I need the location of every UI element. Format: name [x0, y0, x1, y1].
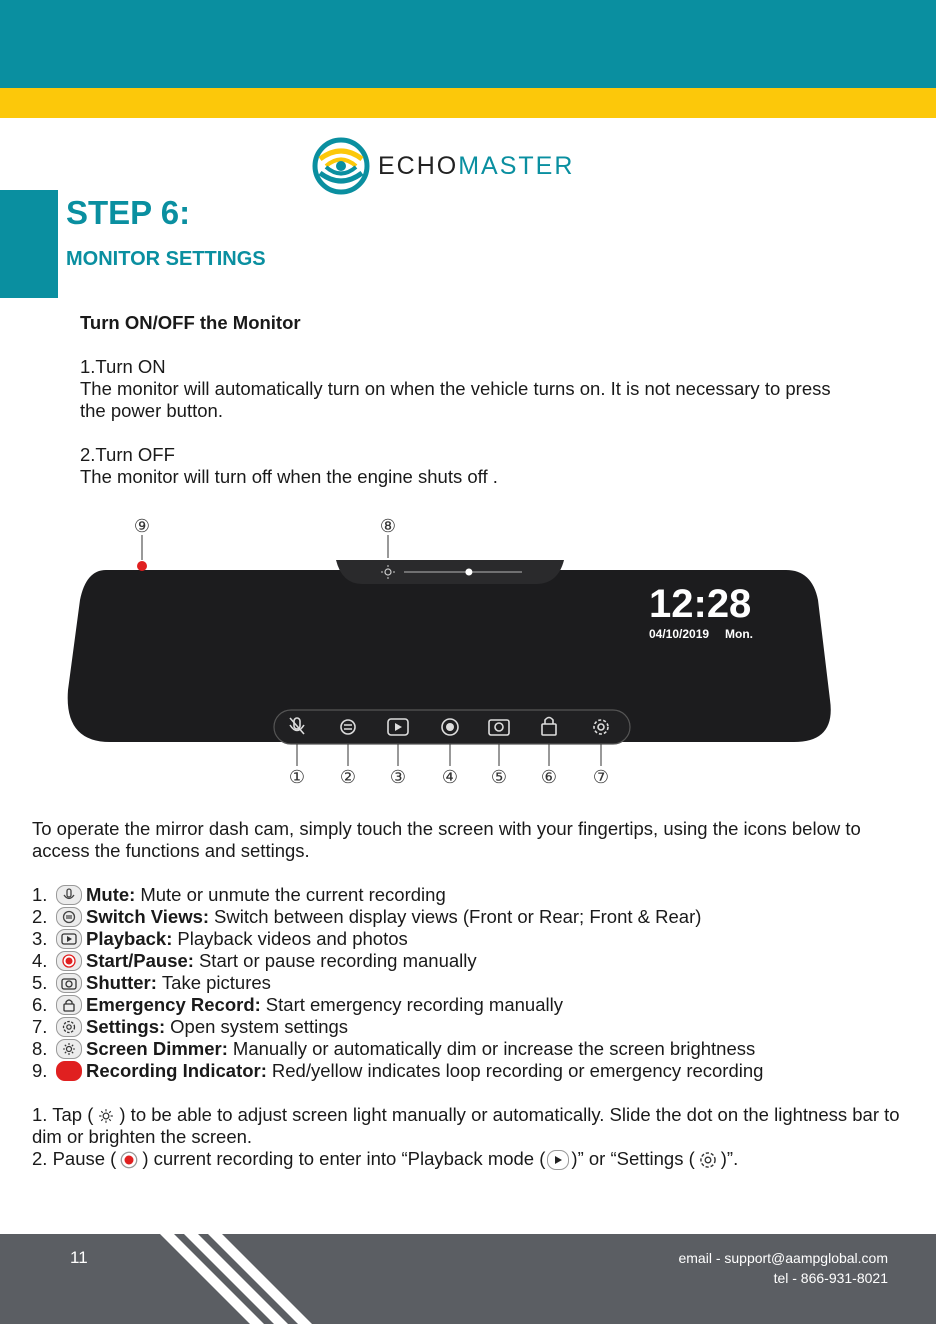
turn-on-body: The monitor will automatically turn on when the vehicle turns on. It is not necessary to press the power button. — [80, 378, 831, 421]
turn-on-off-section — [80, 312, 840, 488]
mirror-dashcam-illustration — [66, 510, 836, 800]
mute-icon — [56, 885, 82, 905]
recording-indicator-dot — [137, 561, 147, 571]
turn-off-body: The monitor will turn off when the engine shuts off . — [80, 466, 498, 487]
settings-icon — [697, 1150, 719, 1170]
header-teal-bar — [0, 0, 936, 88]
callout-7: ⑦ — [592, 767, 610, 788]
functions-list — [32, 884, 912, 1082]
header-yellow-bar — [0, 88, 936, 118]
step-title: STEP 6: — [66, 194, 191, 231]
list-item: 1. Mute: Mute or unmute the current recording — [32, 884, 446, 905]
echomaster-logo-mark — [312, 137, 370, 195]
page-number: 11 — [70, 1248, 88, 1267]
record-icon — [118, 1150, 140, 1170]
callout-8: ⑧ — [379, 516, 397, 537]
turn-off-title: 2.Turn OFF — [80, 444, 175, 465]
functions-intro: To operate the mirror dash cam, simply touch the screen with your fingertips, using the icons below to access the functions and settings. — [32, 818, 861, 861]
settings-icon — [56, 1017, 82, 1037]
list-item: 6. Emergency Record: Start emergency recording manually — [32, 994, 563, 1015]
logo-echo-text: ECHO — [378, 151, 459, 180]
list-item: 9. Recording Indicator: Red/yellow indicates loop recording or emergency recording — [32, 1060, 764, 1081]
contact-info — [678, 1248, 888, 1288]
functions-section — [32, 818, 912, 1170]
callout-2: ② — [339, 767, 357, 788]
step-subtitle: MONITOR SETTINGS — [66, 248, 266, 270]
list-item: 7. Settings: Open system settings — [32, 1016, 349, 1037]
note-2: 2. Pause ( ) current recording to enter into “Playback mode ( )” or “Settings ( )”. — [32, 1148, 739, 1170]
clock-time: 12:28 — [649, 582, 752, 626]
turn-on-title: 1.Turn ON — [80, 356, 166, 377]
side-tab — [0, 190, 58, 298]
playback-icon — [56, 929, 82, 949]
recording-indicator-icon — [56, 1061, 82, 1081]
callout-6: ⑥ — [540, 767, 558, 788]
brightness-icon — [56, 1039, 82, 1059]
callout-4: ④ — [441, 767, 459, 788]
lock-icon — [56, 995, 82, 1015]
footer — [0, 1234, 936, 1324]
list-item: 2. Switch Views: Switch between display views (Front or Rear; Front & Rear) — [32, 906, 702, 927]
list-item: 8. Screen Dimmer: Manually or automatically dim or increase the screen brightness — [32, 1038, 756, 1059]
brightness-icon — [95, 1106, 117, 1126]
footer-stripes — [160, 1234, 350, 1324]
callout-1: ① — [288, 767, 306, 788]
list-item: 4. Start/Pause: Start or pause recording manually — [32, 950, 477, 971]
record-icon — [56, 951, 82, 971]
echomaster-logo — [312, 136, 574, 196]
notes — [32, 1104, 912, 1170]
clock-day: Mon. — [725, 627, 753, 641]
playback-icon — [547, 1150, 569, 1170]
contact-email: email - support@aampglobal.com — [678, 1250, 888, 1266]
callout-9: ⑨ — [133, 516, 151, 537]
logo-master-text: MASTER — [458, 151, 575, 180]
note-1: 1. Tap ( ) to be able to adjust screen light manually or automatically. Slide the dot on the lightness bar to dim or brighten the screen. — [32, 1104, 900, 1148]
list-item: 3. Playback: Playback videos and photos — [32, 928, 408, 949]
camera-icon — [56, 973, 82, 993]
clock-date: 04/10/2019 — [649, 627, 710, 641]
brightness-slider-dot — [465, 569, 472, 576]
callout-3: ③ — [389, 767, 407, 788]
turn-section-heading: Turn ON/OFF the Monitor — [80, 312, 301, 333]
callout-5: ⑤ — [490, 767, 508, 788]
logo-wordmark — [378, 152, 574, 181]
switch-views-icon — [56, 907, 82, 927]
list-item: 5. Shutter: Take pictures — [32, 972, 271, 993]
contact-tel: tel - 866-931-8021 — [773, 1270, 888, 1286]
